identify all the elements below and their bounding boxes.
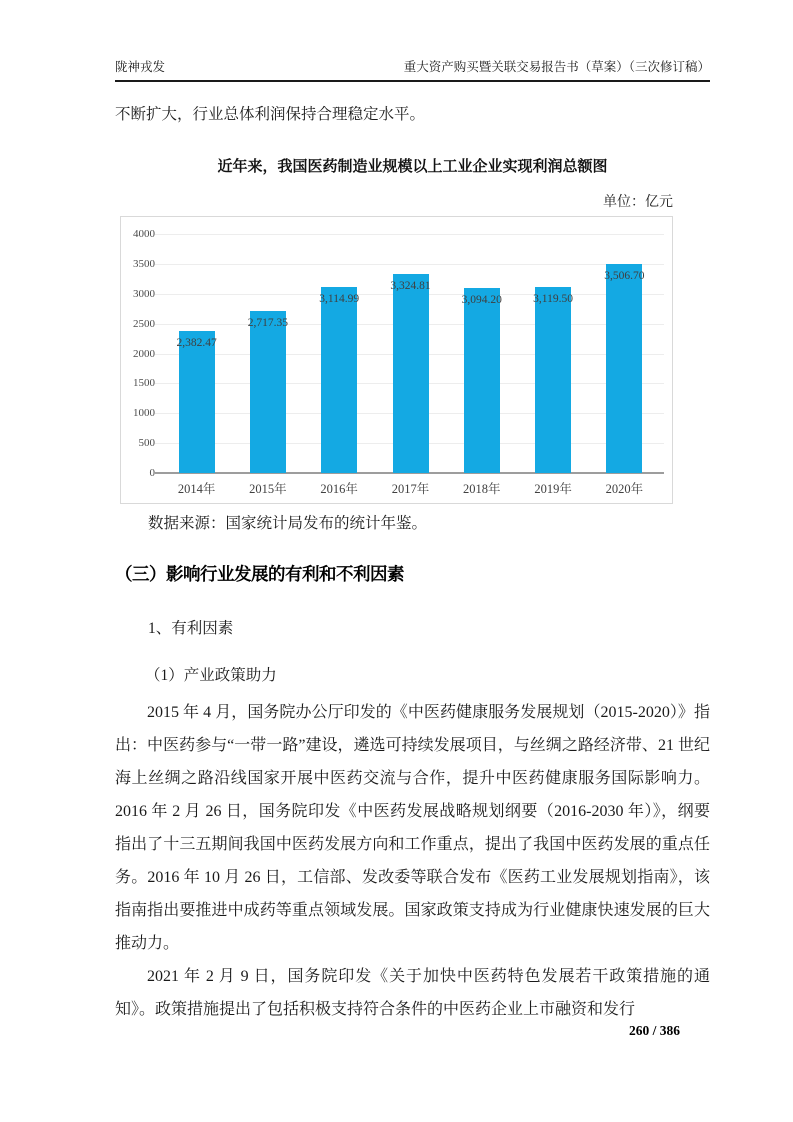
header-company-name: 陇神戎发 [115, 60, 166, 74]
bar-2018年 [464, 288, 500, 473]
bar-2017年 [393, 274, 429, 473]
header-report-title: 重大资产购买暨关联交易报告书（草案）（三次修订稿） [403, 60, 710, 74]
y-axis-tick-1000: 1000 [133, 407, 155, 420]
y-axis-tick-2000: 2000 [133, 347, 155, 360]
bar-2014年 [179, 331, 215, 473]
y-axis-tick-2500: 2500 [133, 317, 155, 330]
bar-value-2020年: 3,506.70 [604, 269, 645, 282]
bar-value-2018年: 3,094.20 [461, 294, 502, 307]
x-axis-label-2014年: 2014年 [177, 482, 216, 496]
y-axis-tick-1500: 1500 [133, 377, 155, 390]
bar-2019年 [535, 287, 571, 473]
y-axis-tick-500: 500 [138, 437, 155, 450]
section-heading: （三）影响行业发展的有利和不利因素 [115, 564, 404, 584]
bar-value-2015年: 2,717.35 [247, 316, 289, 329]
x-axis-label-2018年: 2018年 [463, 482, 501, 496]
y-axis-tick-4000: 4000 [133, 228, 155, 240]
subheading-industry-policy: （1）产业政策助力 [145, 667, 277, 684]
y-axis-tick-0: 0 [149, 467, 155, 479]
bar-value-2014年: 2,382.47 [176, 336, 217, 349]
x-axis-label-2017年: 2017年 [391, 482, 430, 496]
x-axis-label-2019年: 2019年 [534, 482, 572, 496]
bar-value-2016年: 3,114.99 [319, 292, 360, 305]
chart-unit-label: 单位：亿元 [603, 195, 673, 210]
bar-chart [120, 216, 673, 504]
y-axis-tick-3000: 3000 [133, 287, 155, 300]
bar-2015年 [250, 311, 286, 473]
bar-2016年 [321, 287, 357, 473]
page-header [115, 57, 710, 82]
gridline-3500 [155, 264, 664, 265]
y-axis-tick-3500: 3500 [133, 257, 155, 270]
intro-paragraph: 不断扩大，行业总体利润保持合理稳定水平。 [115, 106, 426, 123]
x-axis-label-2020年: 2020年 [605, 482, 644, 496]
bar-value-2019年: 3,119.50 [533, 292, 573, 305]
bar-value-2017年: 3,324.81 [390, 280, 431, 293]
bar-2020年 [606, 264, 642, 474]
x-axis-label-2016年: 2016年 [320, 482, 358, 496]
gridline-4000 [155, 234, 664, 235]
subheading-favorable-factors: 1、有利因素 [148, 620, 234, 637]
chart-block [120, 191, 673, 504]
x-axis-label-2015年: 2015年 [249, 482, 287, 496]
paragraph-policy-2015: 2015 年 4 月，国务院办公厅印发的《中医药健康服务发展规划（2015-2020）》指出：中医药参与“一带一路”建设，遴选可持续发展项目，与丝绸之路经济带、21 世纪海上丝绸之路沿线国家开展中医药交流与合作，提升中医药健康服务国际影响力。2016 年 2 月 26 日，国务院印发《中医药发展战略规划纲要（2016-2030 年）》，纲要指出了十三五期间我国中医药发展方向和工作重点，提出了我国中医药发展的重点任务。2016 年 10 月 26 日，工信部、发改委等联合发布《医药工业发展规划指南》，该指南指出要推进中成药等重点领域发展。国家政策支持成为行业健康快速发展的巨大推动力。 [115, 704, 710, 952]
chart-title: 近年来，我国医药制造业规模以上工业企业实现利润总额图 [217, 158, 608, 175]
paragraph-policy-2021: 2021 年 2 月 9 日，国务院印发《关于加快中医药特色发展若干政策措施的通知》。政策措施提出了包括积极支持符合条件的中医药企业上市融资和发行 [115, 968, 710, 1018]
page-number: 260 / 386 [628, 1023, 680, 1038]
data-source-note: 数据来源：国家统计局发布的统计年鉴。 [148, 515, 428, 532]
